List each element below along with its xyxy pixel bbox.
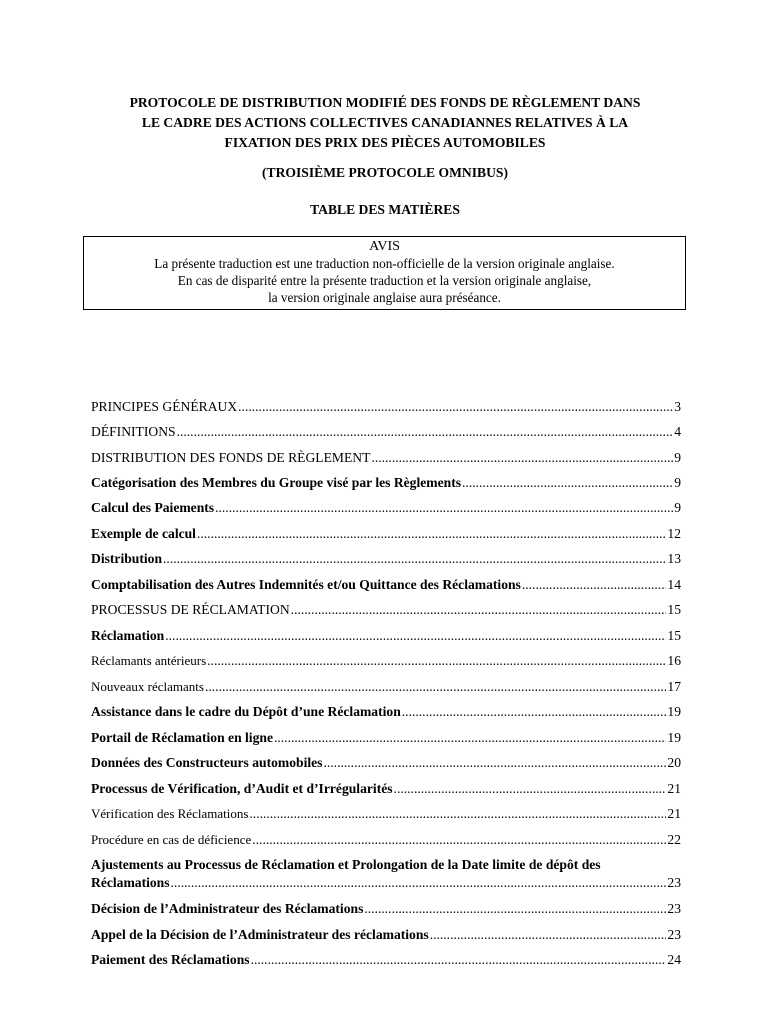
toc-leader-dots xyxy=(171,874,667,892)
toc-entry-label: Paiement des Réclamations xyxy=(91,952,250,967)
toc-leader-dots xyxy=(394,780,667,798)
toc-entry-label: Décision de l’Administrateur des Réclamations xyxy=(91,901,364,916)
toc-leader-dots xyxy=(323,754,666,772)
toc-leader-dots xyxy=(462,474,673,492)
toc-entry-categorisation[interactable] xyxy=(91,474,681,492)
toc-page-number: 15 xyxy=(667,602,681,617)
toc-leader-dots xyxy=(238,398,673,416)
toc-page-number: 23 xyxy=(667,927,681,942)
toc-entry-comptabilisation[interactable] xyxy=(91,576,681,594)
notice-heading: AVIS xyxy=(369,239,400,254)
toc-entry-label: PRINCIPES GÉNÉRAUX xyxy=(91,399,238,414)
toc-entry-donnees-constructeurs[interactable] xyxy=(91,754,681,772)
notice-line: En cas de disparité entre la présente traduction et la version originale anglaise, xyxy=(177,273,592,288)
toc-leader-dots xyxy=(364,900,666,918)
toc-leader-dots xyxy=(197,525,666,543)
toc-leader-dots xyxy=(371,449,673,467)
toc-page-number: 9 xyxy=(674,500,681,515)
toc-entry-processus-de-reclamation[interactable] xyxy=(91,601,681,619)
toc-entry-label: Nouveaux réclamants xyxy=(91,679,204,694)
toc-page-number: 19 xyxy=(667,730,681,745)
toc-leader-dots xyxy=(251,951,667,969)
toc-entry-reclamants-anterieurs[interactable] xyxy=(91,652,681,670)
toc-page-number: 23 xyxy=(667,875,681,890)
toc-entry-label: Procédure en cas de déficience xyxy=(91,832,252,847)
toc-entry-label: Vérification des Réclamations xyxy=(91,806,249,821)
toc-page-number: 22 xyxy=(667,832,681,847)
toc-page-number: 9 xyxy=(674,450,681,465)
toc-entry-label: Catégorisation des Membres du Groupe visé par les Règlements xyxy=(91,475,462,490)
toc-entry-label: DISTRIBUTION DES FONDS DE RÈGLEMENT xyxy=(91,450,371,465)
toc-entry-processus-verification[interactable] xyxy=(91,780,681,798)
toc-entry-procedure-deficience[interactable] xyxy=(91,831,681,849)
toc-leader-dots xyxy=(252,831,666,849)
toc-entry-label: PROCESSUS DE RÉCLAMATION xyxy=(91,602,290,617)
toc-page-number: 20 xyxy=(667,755,681,770)
toc-leader-dots xyxy=(291,601,667,619)
toc-entry-portail[interactable] xyxy=(91,729,681,747)
toc-entry-nouveaux-reclamants[interactable] xyxy=(91,678,681,696)
toc-page-number: 17 xyxy=(667,679,681,694)
notice-line: La présente traduction est une traduction non-officielle de la version originale anglaise. xyxy=(154,256,615,271)
toc-entry-label: Calcul des Paiements xyxy=(91,500,215,515)
toc-page-number: 21 xyxy=(667,781,681,796)
toc-entry-paiement-reclamations[interactable] xyxy=(91,951,681,969)
toc-leader-dots xyxy=(207,652,666,670)
toc-page-number: 14 xyxy=(667,577,681,592)
toc-entry-verification-reclamations[interactable] xyxy=(91,805,681,823)
toc-leader-dots xyxy=(402,703,667,721)
toc-entry-label: Comptabilisation des Autres Indemnités et/ou Quittance des Réclamations xyxy=(91,577,521,592)
toc-entry-label: Portail de Réclamation en ligne xyxy=(91,730,273,745)
toc-page-number: 19 xyxy=(667,704,681,719)
toc-entry-principes-generaux[interactable] xyxy=(91,398,681,416)
toc-page-number: 12 xyxy=(667,526,681,541)
toc-leader-dots xyxy=(165,627,666,645)
toc-leader-dots xyxy=(430,926,667,944)
toc-entry-appel-decision[interactable] xyxy=(91,926,681,944)
toc-entry-exemple-de-calcul[interactable] xyxy=(91,525,681,543)
title-line: LE CADRE DES ACTIONS COLLECTIVES CANADIANNES RELATIVES À LA xyxy=(141,115,629,130)
toc-entry-label-line1: Ajustements au Processus de Réclamation et Prolongation de la Date limite de dépôt des xyxy=(91,857,601,872)
toc-page-number: 4 xyxy=(674,424,681,439)
toc-leader-dots xyxy=(177,423,674,441)
toc-page-number: 21 xyxy=(667,806,681,821)
title-line: FIXATION DES PRIX DES PIÈCES AUTOMOBILES xyxy=(224,135,546,150)
toc-entry-label: Processus de Vérification, d’Audit et d’Irrégularités xyxy=(91,781,393,796)
toc-entry-label: Appel de la Décision de l’Administrateur des réclamations xyxy=(91,927,429,942)
document-subtitle: (TROISIÈME PROTOCOLE OMNIBUS) xyxy=(262,165,508,180)
toc-page-number: 3 xyxy=(674,399,681,414)
toc-entry-ajustements[interactable] xyxy=(91,856,681,892)
toc-page-number: 13 xyxy=(667,551,681,566)
toc-leader-dots xyxy=(163,550,666,568)
toc-leader-dots xyxy=(205,678,666,696)
notice-line: la version originale anglaise aura préséance. xyxy=(268,290,501,305)
toc-entry-calcul-des-paiements[interactable] xyxy=(91,499,681,517)
toc-page-number: 15 xyxy=(667,628,681,643)
toc-entry-label: DÉFINITIONS xyxy=(91,424,176,439)
toc-entry-label: Assistance dans le cadre du Dépôt d’une Réclamation xyxy=(91,704,401,719)
toc-entry-reclamation[interactable] xyxy=(91,627,681,645)
toc-page-number: 9 xyxy=(674,475,681,490)
toc-page-number: 24 xyxy=(667,952,681,967)
toc-leader-dots xyxy=(249,805,666,823)
toc-leader-dots xyxy=(522,576,667,594)
toc-page-number: 23 xyxy=(667,901,681,916)
toc-heading: TABLE DES MATIÈRES xyxy=(310,202,460,217)
toc-leader-dots xyxy=(274,729,666,747)
toc-entry-label: Réclamations xyxy=(91,875,170,890)
toc-entry-label: Données des Constructeurs automobiles xyxy=(91,755,323,770)
toc-page-number: 16 xyxy=(667,653,681,668)
title-line: PROTOCOLE DE DISTRIBUTION MODIFIÉ DES FONDS DE RÈGLEMENT DANS xyxy=(129,95,641,110)
document-title xyxy=(90,93,680,153)
toc-leader-dots xyxy=(215,499,673,517)
toc-entry-label: Distribution xyxy=(91,551,163,566)
toc-entry-distribution-des-fonds[interactable] xyxy=(91,449,681,467)
toc-entry-label: Exemple de calcul xyxy=(91,526,196,541)
toc-entry-label: Réclamation xyxy=(91,628,165,643)
toc-entry-label: Réclamants antérieurs xyxy=(91,653,207,668)
toc-entry-definitions[interactable] xyxy=(91,423,681,441)
toc-entry-decision-administrateur[interactable] xyxy=(91,900,681,918)
translation-notice-box xyxy=(83,236,686,310)
toc-entry-distribution[interactable] xyxy=(91,550,681,568)
toc-entry-assistance[interactable] xyxy=(91,703,681,721)
